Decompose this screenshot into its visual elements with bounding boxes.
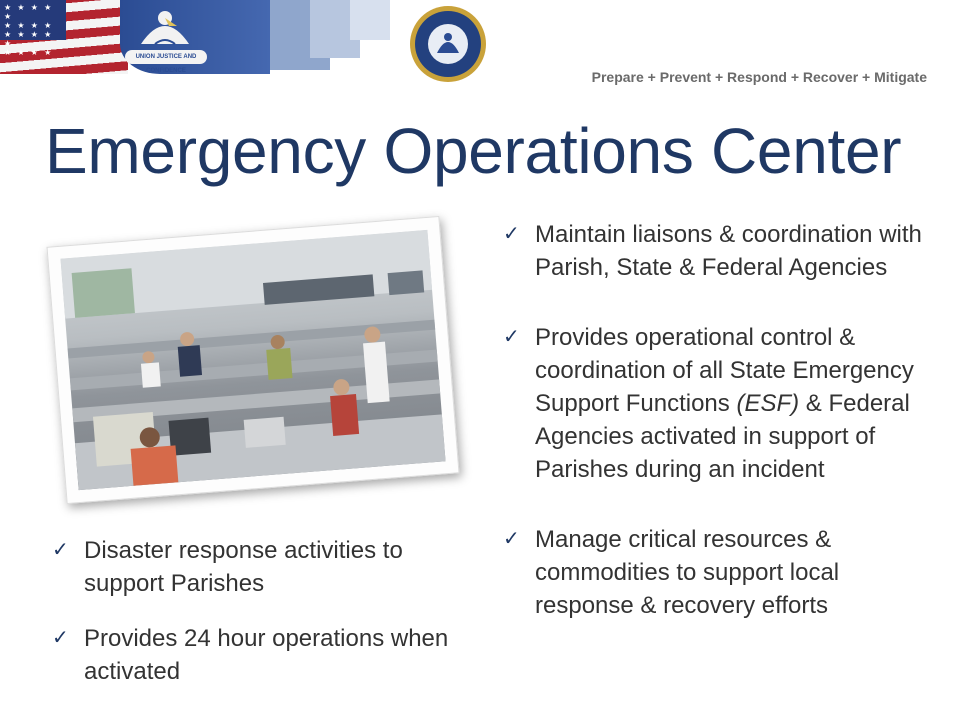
bullet-text: Manage critical resources & commodities to support local response & recovery efforts (535, 526, 840, 619)
left-bullet-list (52, 534, 472, 710)
operations-room-photo (46, 216, 459, 504)
us-flag-icon (0, 0, 128, 74)
checkmark-icon: ✓ (503, 223, 520, 245)
decorative-blue-bars (270, 0, 400, 84)
checkmark-icon: ✓ (52, 539, 69, 561)
list-item (52, 622, 472, 688)
slide-title: Emergency Operations Center (45, 115, 902, 187)
gohsep-seal-icon (409, 5, 487, 83)
bullet-text (535, 324, 914, 483)
esf-abbreviation: (ESF) (736, 390, 800, 417)
list-item (503, 321, 923, 486)
flag-canton (0, 0, 66, 57)
photo-content (60, 230, 445, 490)
tagline: Prepare + Prevent + Respond + Recover + Mitigate (591, 69, 927, 85)
state-flag-ribbon: UNION JUSTICE AND CONFIDENCE (125, 50, 207, 64)
pelican-icon (133, 0, 197, 54)
bullet-text: Provides 24 hour operations when activated (84, 625, 449, 685)
flag-stars: ★ ★ ★ ★ ★ ★ ★ ★ ★ ★ ★ ★ ★ ★ ★ ★ ★ ★ (4, 3, 54, 57)
bullet-text-part: Provides operational control & coordination of all State Emergency Support Functions (535, 324, 914, 417)
bullet-text: Disaster response activities to support Parishes (84, 537, 403, 597)
photo-illustration (60, 230, 445, 490)
list-item (52, 534, 472, 600)
list-item (503, 523, 923, 622)
bullet-text-part: & Federal Agencies activated in support of Parishes during an incident (535, 390, 910, 483)
list-item (503, 218, 923, 284)
right-bullet-list (503, 218, 923, 622)
checkmark-icon: ✓ (503, 528, 520, 550)
checkmark-icon: ✓ (52, 627, 69, 649)
header-band (0, 0, 420, 84)
checkmark-icon: ✓ (503, 326, 520, 348)
blue-bar (350, 0, 390, 40)
bullet-text: Maintain liaisons & coordination with Parish, State & Federal Agencies (535, 221, 922, 281)
